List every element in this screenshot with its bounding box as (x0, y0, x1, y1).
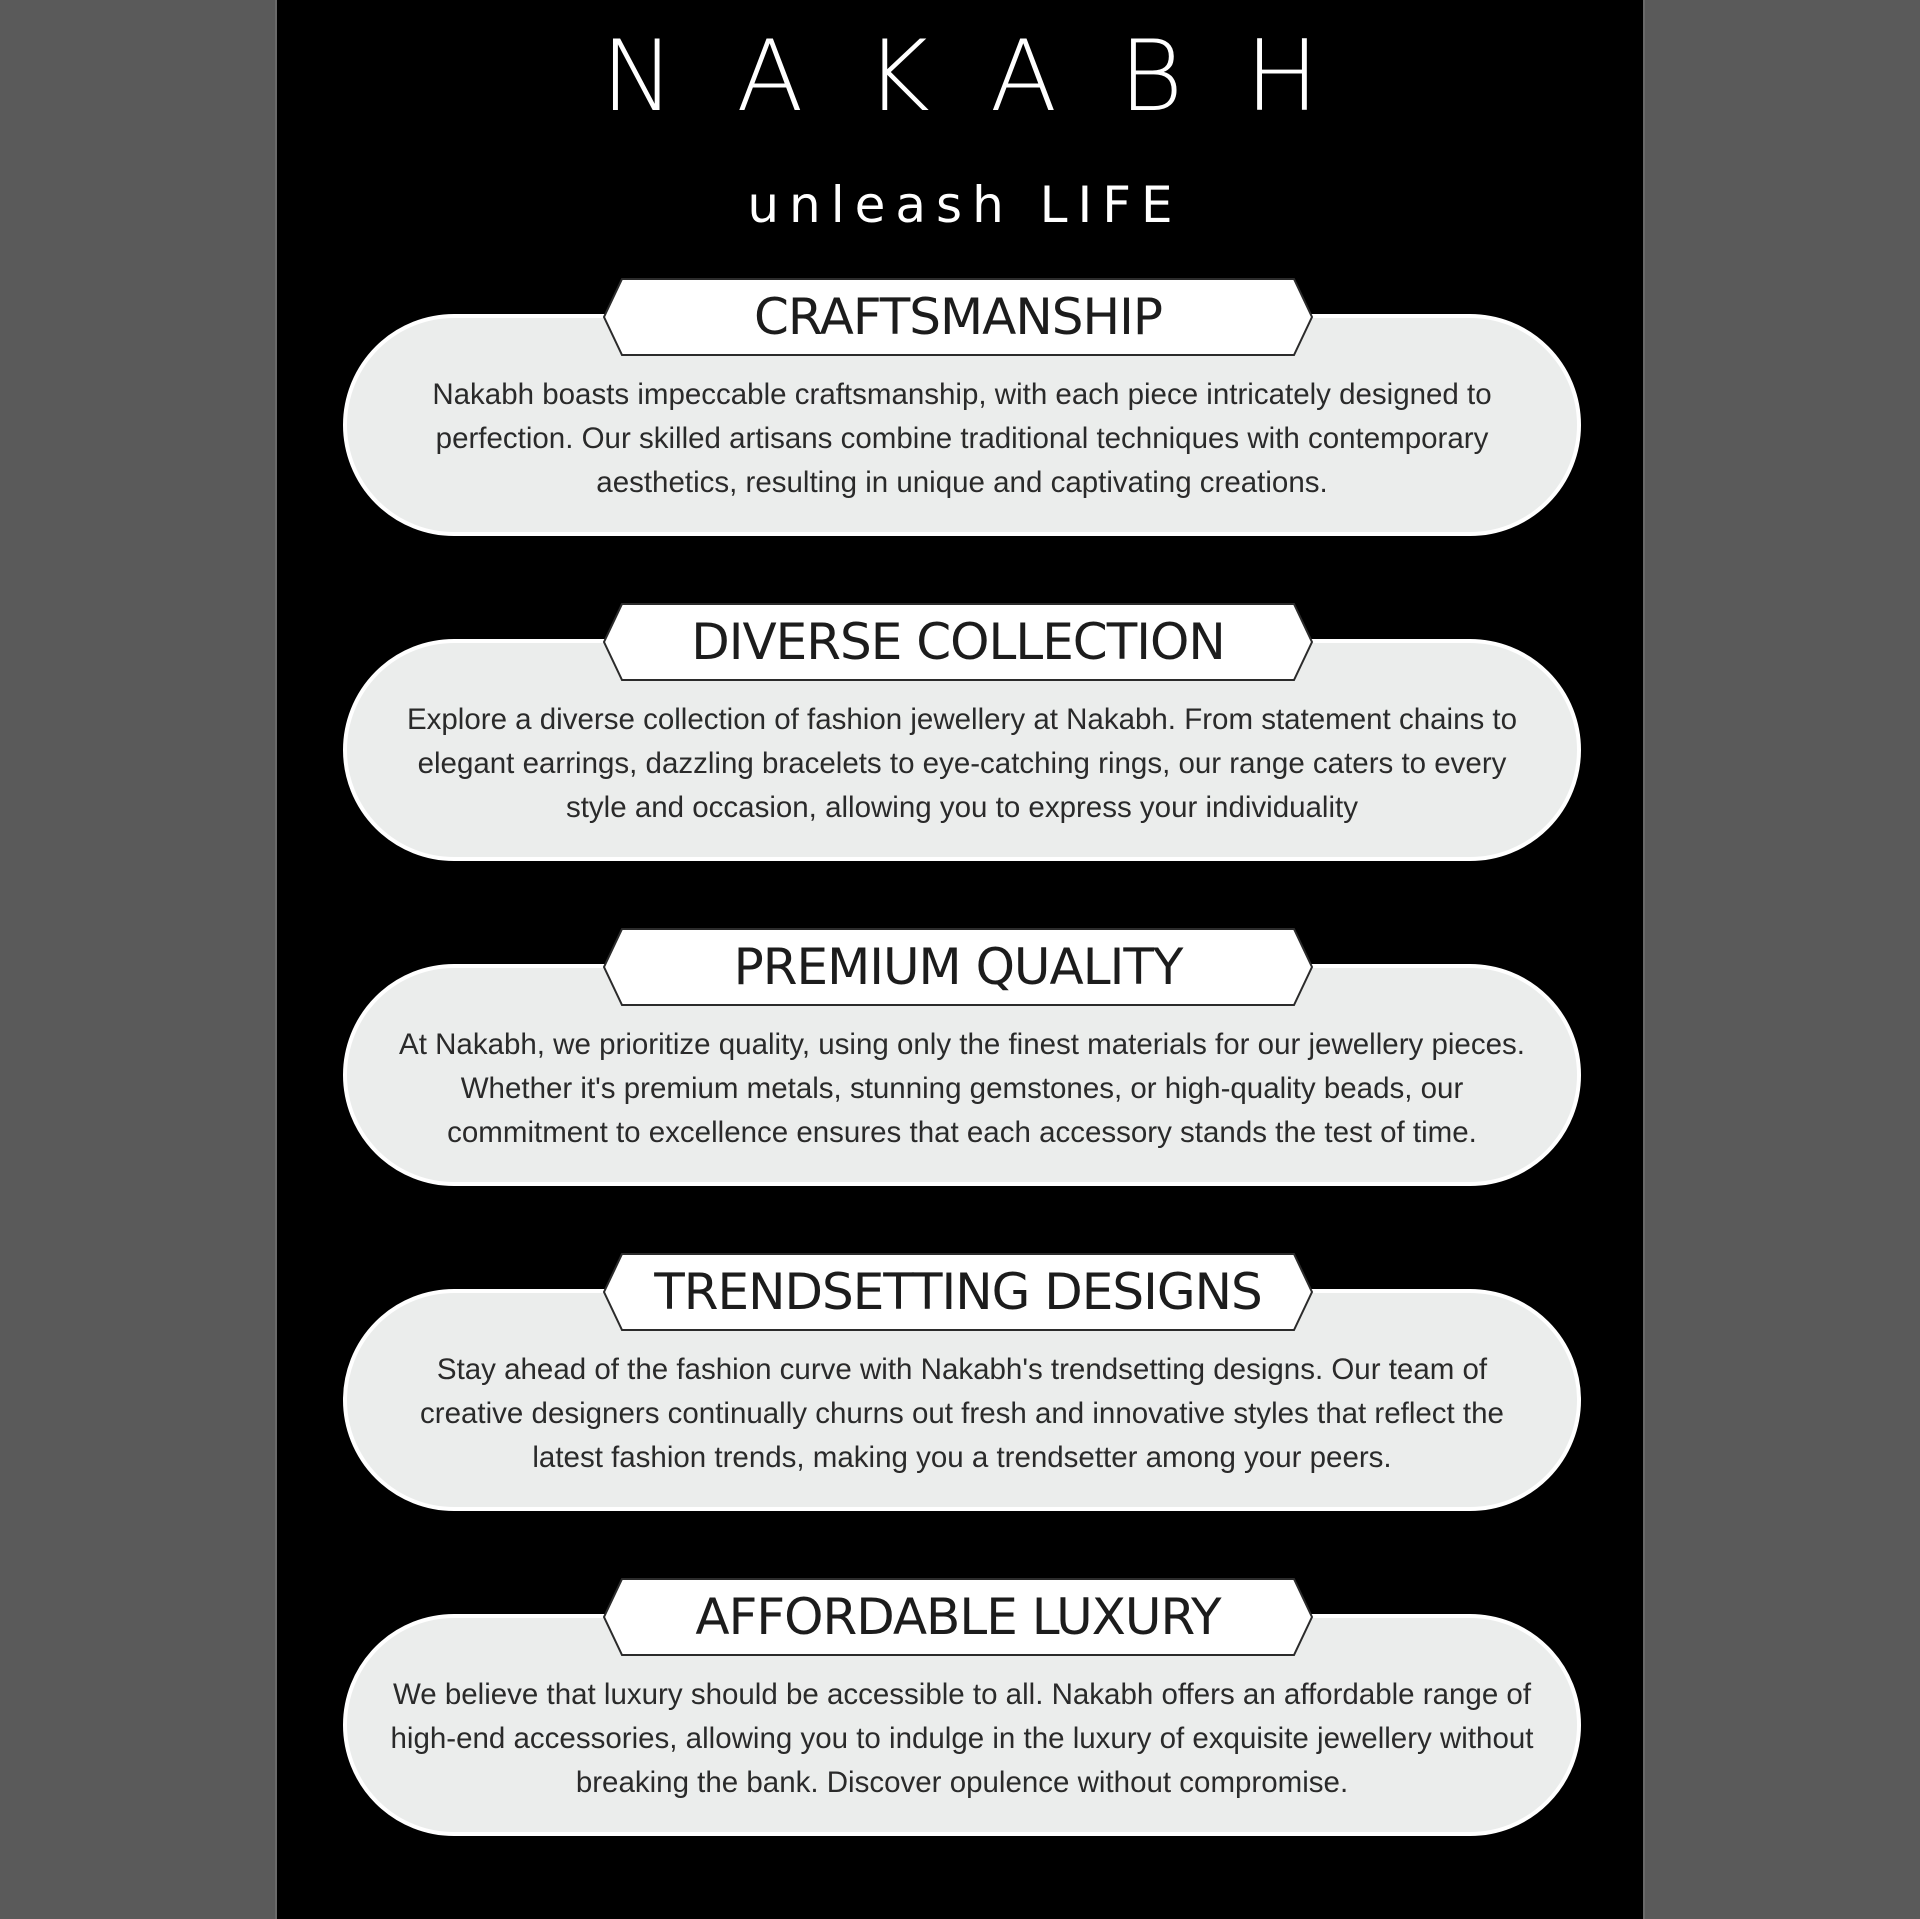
feature-section-trendsetting-designs (277, 1252, 1643, 1552)
feature-section-diverse-collection (277, 602, 1643, 902)
feature-section-affordable-luxury (277, 1577, 1643, 1877)
feature-title: TRENDSETTING DESIGNS (654, 1263, 1262, 1321)
feature-title-banner (602, 927, 1314, 1007)
feature-title-banner (602, 602, 1314, 682)
feature-description: Stay ahead of the fashion curve with Nakabh's trendsetting designs. Our team of creative designers continually churns out fresh and innovative styles that reflect the latest fashion trends, making you a trendsetter among your peers. (420, 1353, 1504, 1474)
feature-title-banner (602, 277, 1314, 357)
feature-title: DIVERSE COLLECTION (691, 613, 1225, 671)
feature-title: PREMIUM QUALITY (733, 938, 1183, 996)
feature-title-banner (602, 1577, 1314, 1657)
brand-name: NAKABH (601, 20, 1381, 134)
brand-tagline: unleash LIFE (747, 176, 1183, 234)
feature-description: Explore a diverse collection of fashion jewellery at Nakabh. From statement chains to elegant earrings, dazzling bracelets to eye-catching rings, our range caters to every style and occasion, allowing you to express your individuality (406, 703, 1518, 824)
feature-section-craftsmanship (277, 277, 1643, 577)
feature-description: We believe that luxury should be accessible to all. Nakabh offers an affordable range of high-end accessories, allowing you to indulge in the luxury of exquisite jewellery without breaking the bank. Discover opulence without compromise. (390, 1678, 1534, 1799)
feature-section-premium-quality (277, 927, 1643, 1227)
feature-description: Nakabh boasts impeccable craftsmanship, with each piece intricately designed to perfection. Our skilled artisans combine traditional techniques with contemporary aesthetics, resulting in unique and captivating creations. (432, 378, 1492, 499)
feature-description: At Nakabh, we prioritize quality, using only the finest materials for our jewellery pieces. Whether it's premium metals, stunning gemstones, or high-quality beads, our commitment to excellence ensures that each accessory stands the test of time. (399, 1028, 1525, 1149)
feature-title-banner (602, 1252, 1314, 1332)
feature-title: CRAFTSMANSHIP (754, 288, 1162, 346)
brand-panel (275, 0, 1645, 1919)
feature-title: AFFORDABLE LUXURY (695, 1588, 1221, 1646)
